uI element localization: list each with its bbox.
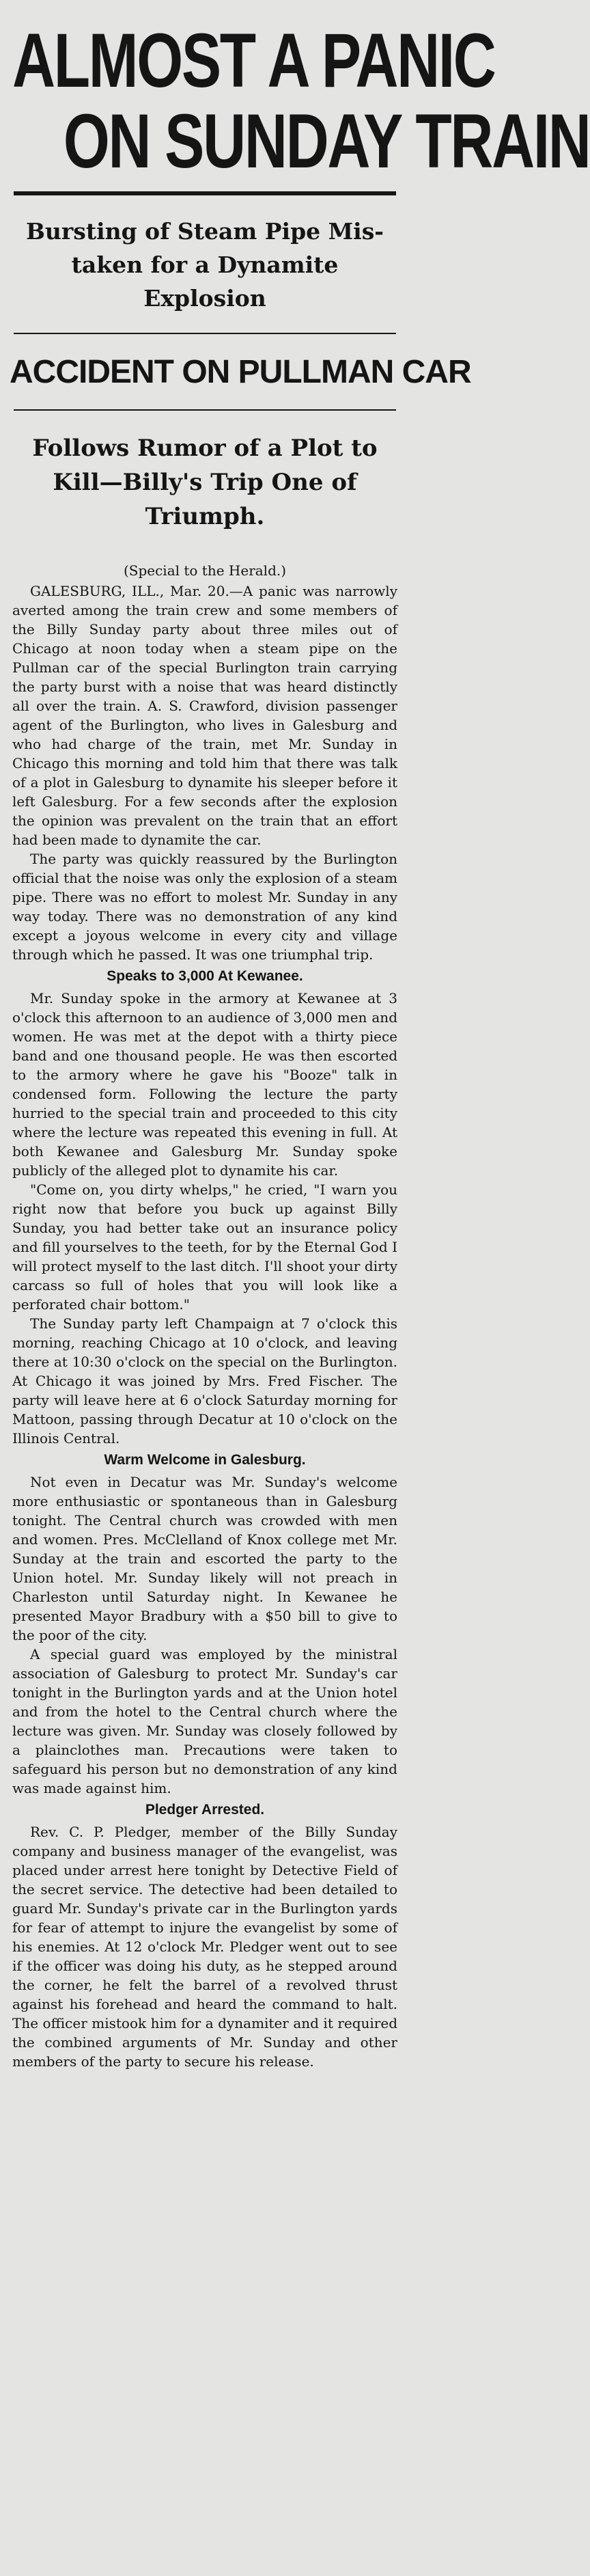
deck-2-line: Triumph.: [145, 503, 265, 530]
main-headline: [12, 18, 590, 184]
article-paragraph: Rev. C. P. Pledger, member of the Billy Sunday company and business manager of the evangelist, was placed under arrest here tonight by Detective Field of the secret service. The detective had been detailed to guard Mr. Sunday's private car in the Burlington yards for fear of attempt to injure the evangelist by some of his enemies. At 12 o'clock Mr. Pledger went out to see if the officer was doing his duty, as he stepped around the corner, he felt the barrel of a revolved thrust against his forehead and heard the command to halt. The officer mistook him for a dynamiter and it required the combined arguments of Mr. Sunday and other members of the party to secure his release.: [12, 1824, 397, 2070]
deck-1: [18, 215, 392, 315]
deck-1-line: Bursting of Steam Pipe Mis-: [26, 218, 384, 245]
article-paragraph: Not even in Decatur was Mr. Sunday's welcome more enthusiastic or spontaneous than in Galesburg tonight. The Central church was crowded with men and women. Pres. McClelland of Knox college met Mr. Sunday at the train and escorted the party to the Union hotel. Mr. Sunday likely will not preach in Charleston until Saturday night. In Kewanee he presented Mayor Bradbury with a $50 bill to give to the poor of the city.: [12, 1474, 397, 1643]
section-heading-pledger: Pledger Arrested.: [145, 1802, 265, 1818]
article-paragraph: Mr. Sunday spoke in the armory at Kewanee at 3 o'clock this afternoon to an audience of 3,000 men and women. He was met at the depot with a thirty piece band and one thousand people. He was then escorted to the armory where he gave his "Booze" talk in condensed form. Following the lecture the party hurried to the special train and proceeded to this city where the lecture was repeated this evening in full. At both Kewanee and Galesburg Mr. Sunday spoke publicly of the alleged plot to dynamite his car.: [12, 990, 397, 1179]
article-paragraph: The party was quickly reassured by the Burlington official that the noise was only the explosion of a steam pipe. There was no effort to molest Mr. Sunday in any way today. There was no demonstration of any kind except a joyous welcome in every city and village through which he passed. It was one triumphal trip.: [12, 851, 397, 963]
headline-line-1: ALMOST A PANIC: [12, 18, 495, 103]
section-divider: [14, 333, 396, 334]
article-paragraph: "Come on, you dirty whelps," he cried, "I warn you right now that before you buck up against Billy Sunday, you had better take out an insurance policy and fill yourselves to the teeth, for by the Eternal God I will protect myself to the last ditch. I'll shoot your dirty carcass so full of holes that you will look like a perforated chair bottom.": [12, 1181, 397, 1313]
deck-2: [18, 431, 392, 534]
section-divider: [14, 409, 396, 411]
deck-1-line: Explosion: [143, 285, 266, 312]
article-paragraph: GALESBURG, ILL., Mar. 20.—A panic was narrowly averted among the train crew and some members of the Billy Sunday party about three miles out of Chicago at noon today when a steam pipe on the Pullman car of the special Burlington train carrying the party burst with a noise that was heard distinctly all over the train. A. S. Crawford, division passenger agent of the Burlington, who lives in Galesburg and who had charge of the train, met Mr. Sunday in Chicago this morning and told him that there was talk of a plot in Galesburg to dynamite his sleeper before it left Galesburg. For a few seconds after the explosion the opinion was prevalent on the train that an effort had been made to dynamite the car.: [12, 583, 397, 848]
section-heading-galesburg: Warm Welcome in Galesburg.: [104, 1452, 306, 1468]
headline-line-2: ON SUNDAY TRAIN: [63, 98, 590, 184]
article-body: [10, 561, 400, 2071]
article-paragraph: A special guard was employed by the ministral association of Galesburg to protect Mr. Sunday's car tonight in the Burlington yards and at the Union hotel and from the hotel to the Central church where the lecture was given. Mr. Sunday was closely followed by a plainclothes man. Precautions were taken to safeguard his person but no demonstration of any kind was made against him.: [12, 1646, 397, 1796]
section-heading-kewanee: Speaks to 3,000 At Kewanee.: [107, 968, 303, 984]
dateline: (Special to the Herald.): [123, 562, 287, 579]
deck-2-line: Kill—Billy's Trip One of: [53, 469, 357, 496]
subhead: ACCIDENT ON PULLMAN CAR: [10, 354, 471, 390]
deck-1-line: taken for a Dynamite: [71, 251, 339, 278]
article-paragraph: The Sunday party left Champaign at 7 o'clock this morning, reaching Chicago at 10 o'clock, and leaving there at 10:30 o'clock on the special on the Burlington. At Chicago it was joined by Mrs. Fred Fischer. The party will leave here at 6 o'clock Saturday morning for Mattoon, passing through Decatur at 10 o'clock on the Illinois Central.: [12, 1315, 397, 1447]
deck-2-line: Follows Rumor of a Plot to: [32, 435, 378, 462]
headline-rule: [14, 191, 396, 195]
